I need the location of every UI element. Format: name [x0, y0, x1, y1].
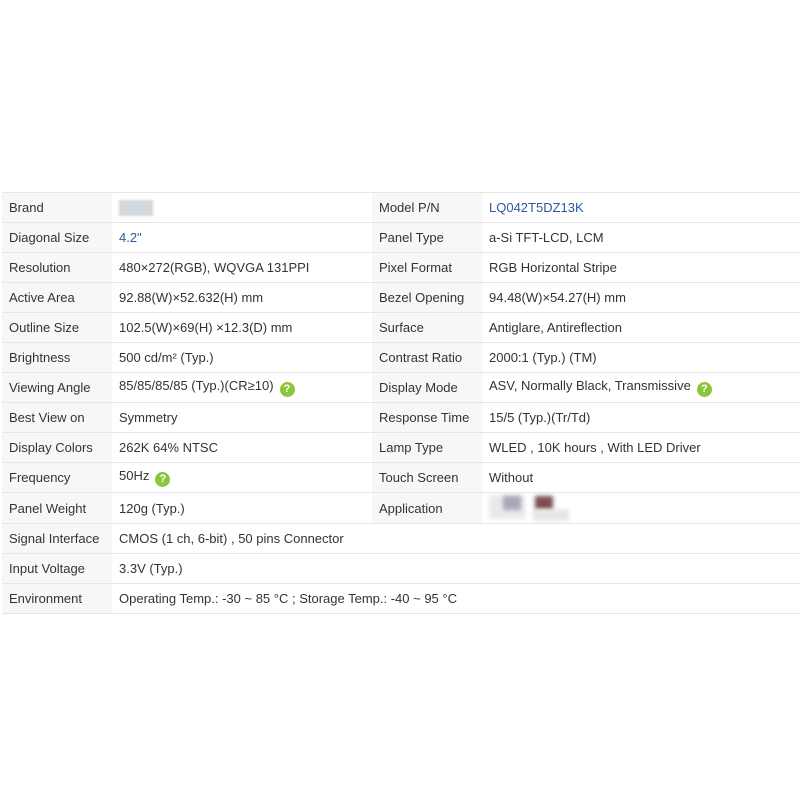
diagonal-value[interactable]: 4.2": [112, 223, 372, 253]
application-value: [482, 493, 800, 524]
lamp-label: Lamp Type: [372, 433, 482, 463]
weight-value: 120g (Typ.): [112, 493, 372, 524]
viewing-label: Viewing Angle: [2, 373, 112, 403]
table-row: [2, 584, 800, 614]
voltage-label: Input Voltage: [2, 554, 112, 584]
colors-label: Display Colors: [2, 433, 112, 463]
table-row: [2, 463, 800, 493]
environment-label: Environment: [2, 584, 112, 614]
table-row: [2, 253, 800, 283]
help-icon[interactable]: ?: [280, 382, 295, 397]
spec-table: [2, 192, 800, 614]
viewing-cell: [112, 373, 372, 403]
outline-value: 102.5(W)×69(H) ×12.3(D) mm: [112, 313, 372, 343]
voltage-value: 3.3V (Typ.): [112, 554, 800, 584]
bezel-value: 94.48(W)×54.27(H) mm: [482, 283, 800, 313]
viewing-value: 85/85/85/85 (Typ.)(CR≥10): [119, 378, 274, 393]
touch-value: Without: [482, 463, 800, 493]
brand-value: [112, 193, 372, 223]
response-value: 15/5 (Typ.)(Tr/Td): [482, 403, 800, 433]
colors-value: 262K 64% NTSC: [112, 433, 372, 463]
active-area-label: Active Area: [2, 283, 112, 313]
brightness-value: 500 cd/m² (Typ.): [112, 343, 372, 373]
resolution-value: 480×272(RGB), WQVGA 131PPI: [112, 253, 372, 283]
contrast-label: Contrast Ratio: [372, 343, 482, 373]
table-row: [2, 554, 800, 584]
signal-value: CMOS (1 ch, 6-bit) , 50 pins Connector: [112, 524, 800, 554]
application-label: Application: [372, 493, 482, 524]
table-row: [2, 223, 800, 253]
response-label: Response Time: [372, 403, 482, 433]
table-row: [2, 193, 800, 223]
table-row: [2, 313, 800, 343]
panel-type-value: a-Si TFT-LCD, LCM: [482, 223, 800, 253]
environment-value: Operating Temp.: -30 ~ 85 °C ; Storage Temp.: -40 ~ 95 °C: [112, 584, 800, 614]
active-area-value: 92.88(W)×52.632(H) mm: [112, 283, 372, 313]
table-row: [2, 343, 800, 373]
lamp-value: WLED , 10K hours , With LED Driver: [482, 433, 800, 463]
diagonal-label: Diagonal Size: [2, 223, 112, 253]
blurred-brand-logo: [119, 200, 153, 216]
best-view-value: Symmetry: [112, 403, 372, 433]
contrast-value: 2000:1 (Typ.) (TM): [482, 343, 800, 373]
frequency-label: Frequency: [2, 463, 112, 493]
table-row: [2, 403, 800, 433]
help-icon[interactable]: ?: [697, 382, 712, 397]
weight-label: Panel Weight: [2, 493, 112, 524]
brand-label: Brand: [2, 193, 112, 223]
table-row: [2, 283, 800, 313]
outline-label: Outline Size: [2, 313, 112, 343]
frequency-cell: [112, 463, 372, 493]
brightness-label: Brightness: [2, 343, 112, 373]
touch-label: Touch Screen: [372, 463, 482, 493]
display-mode-value: ASV, Normally Black, Transmissive: [489, 378, 691, 393]
help-icon[interactable]: ?: [155, 472, 170, 487]
bezel-label: Bezel Opening: [372, 283, 482, 313]
blurred-application-image: [489, 493, 575, 523]
pixel-format-label: Pixel Format: [372, 253, 482, 283]
table-row: [2, 524, 800, 554]
model-value[interactable]: LQ042T5DZ13K: [482, 193, 800, 223]
signal-label: Signal Interface: [2, 524, 112, 554]
table-row: [2, 373, 800, 403]
table-row: [2, 493, 800, 524]
best-view-label: Best View on: [2, 403, 112, 433]
resolution-label: Resolution: [2, 253, 112, 283]
frequency-value: 50Hz: [119, 468, 150, 483]
surface-value: Antiglare, Antireflection: [482, 313, 800, 343]
surface-label: Surface: [372, 313, 482, 343]
panel-type-label: Panel Type: [372, 223, 482, 253]
display-mode-label: Display Mode: [372, 373, 482, 403]
table-row: [2, 433, 800, 463]
display-mode-cell: [482, 373, 800, 403]
pixel-format-value: RGB Horizontal Stripe: [482, 253, 800, 283]
model-label: Model P/N: [372, 193, 482, 223]
